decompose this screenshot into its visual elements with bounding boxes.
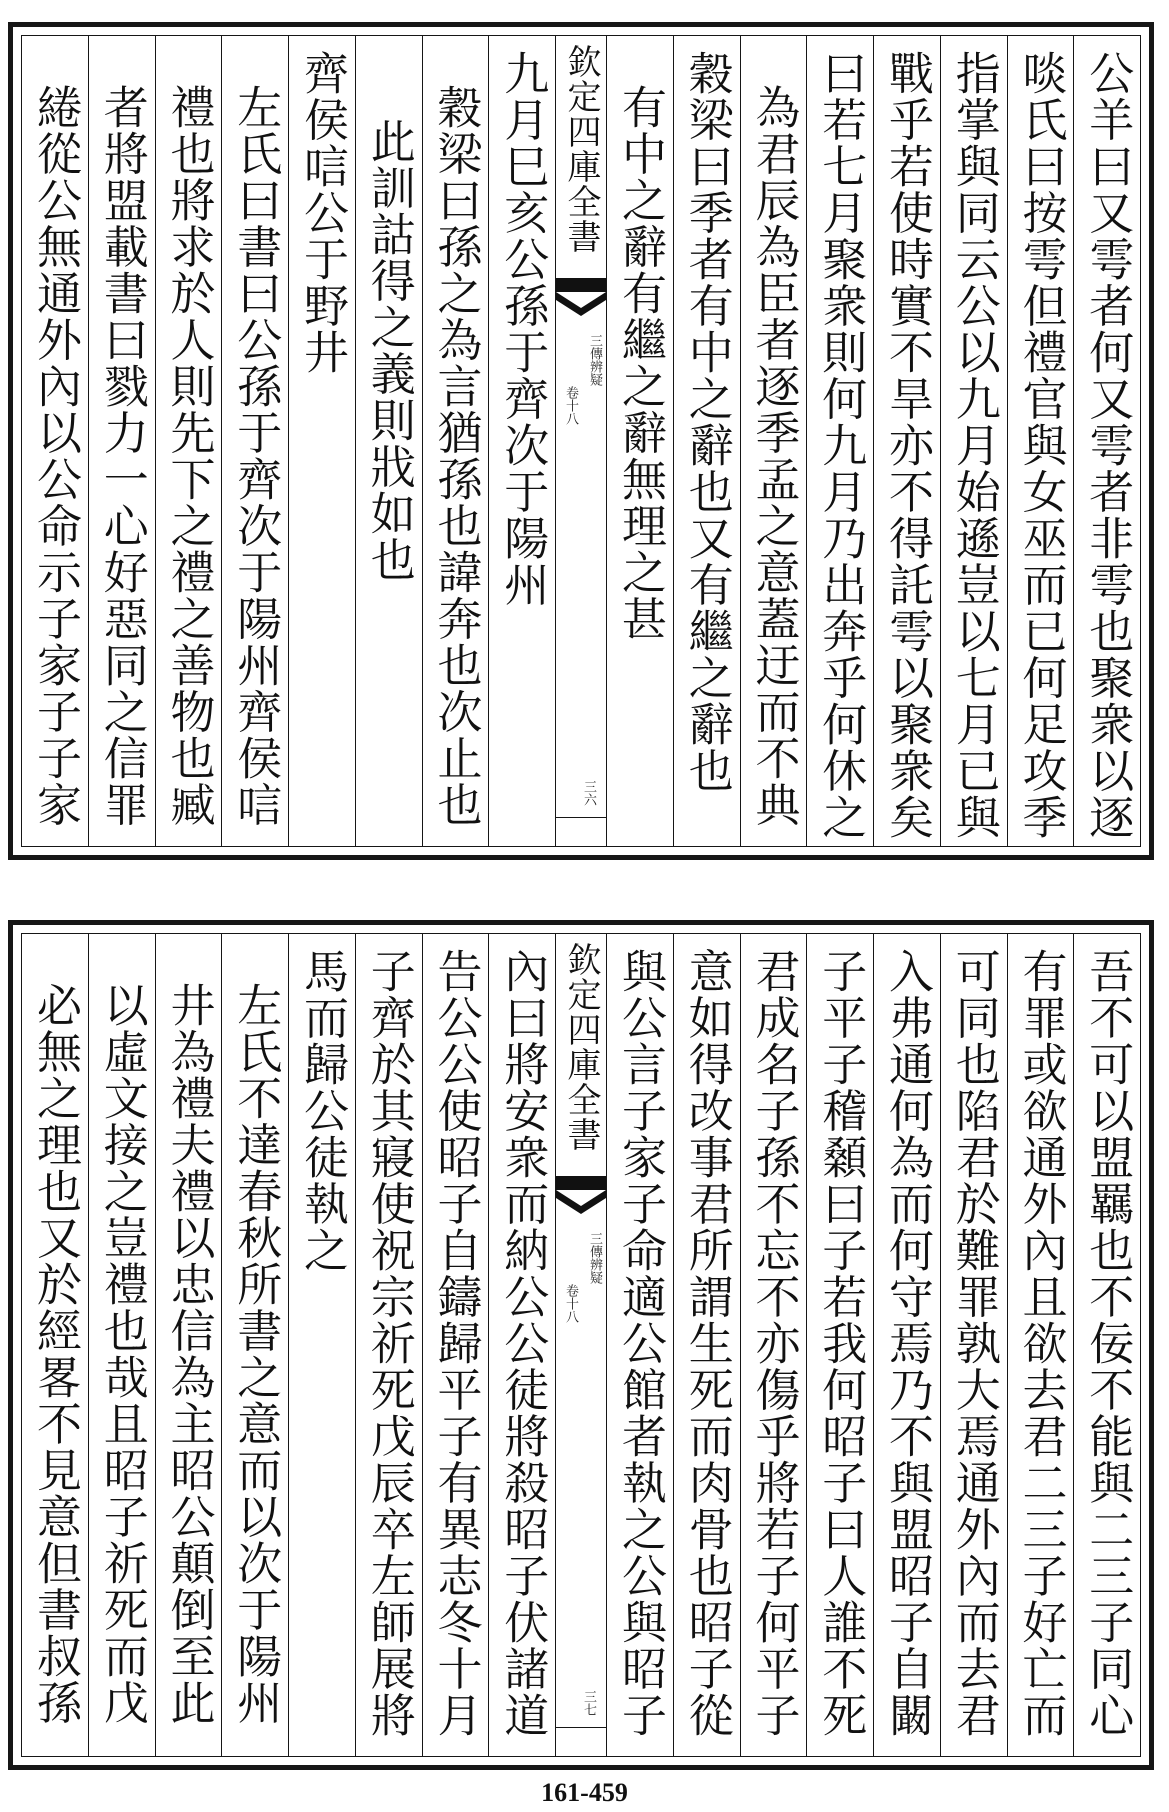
text-column: 以虛文接之豈禮也哉且昭子祈死而戊	[88, 934, 155, 1756]
divider	[556, 1727, 606, 1728]
page-reference: 161-459	[541, 1778, 628, 1807]
center-fold	[555, 36, 606, 846]
fish-tail-icon	[556, 278, 606, 322]
volume-label: 卷十八	[563, 1284, 578, 1323]
text-column: 有罪或欲通外內且欲去君二三子好亡而	[1007, 934, 1074, 1756]
text-column: 左氏曰書曰公孫于齊次于陽州齊侯唁	[221, 36, 288, 846]
page-bottom	[8, 920, 1154, 1770]
page-top	[8, 22, 1154, 860]
text-column: 告公公使昭子自鑄歸平子有異志冬十月	[422, 934, 489, 1756]
text-column: 有中之辭有繼之辭無理之甚	[606, 36, 673, 846]
page-top-frame	[21, 35, 1141, 847]
text-column: 子平子稽顙曰子若我何昭子曰人誰不死	[806, 934, 873, 1756]
text-column: 井為禮夫禮以忠信為主昭公顛倒至此	[155, 934, 222, 1756]
text-column: 內曰將安衆而納公公徒將殺昭子伏諸道	[488, 934, 555, 1756]
text-column: 禮也將求於人則先下之禮之善物也臧	[155, 36, 222, 846]
text-column: 吾不可以盟羈也不佞不能與二三子同心	[1073, 934, 1140, 1756]
text-column: 九月巳亥公孫于齊次于陽州	[488, 36, 555, 846]
text-column: 左氏不達春秋所書之意而以次于陽州	[221, 934, 288, 1756]
text-column: 戰乎若使時實不旱亦不得託雩以聚衆矣	[873, 36, 940, 846]
text-column: 綣從公無通外內以公命示子家子子家	[29, 84, 82, 828]
text-column: 此訓詁得之義則戕如也	[355, 36, 422, 846]
text-column: 與公言子家子命適公館者執之公與昭子	[606, 934, 673, 1756]
text-column: 可同也陷君於難罪孰大焉通外內而去君	[940, 934, 1007, 1756]
book-subtitle: 三傳辨疑	[587, 334, 602, 386]
text-column: 啖氏曰按雩但禮官與女巫而已何足攻季	[1007, 36, 1074, 846]
text-column: 齊侯唁公于野井	[288, 36, 355, 846]
book-title: 欽定四庫全書	[561, 44, 601, 254]
text-column: 君成名子孫不忘不亦傷乎將若子何平子	[740, 934, 807, 1756]
volume-label: 卷十八	[563, 386, 578, 425]
text-column: 子齊於其寢使祝宗祈死戊辰卒左師展將	[355, 934, 422, 1756]
text-column: 馬而歸公徒執之	[288, 934, 355, 1756]
text-column: 者將盟載書曰戮力一心好惡同之信罪	[88, 36, 155, 846]
text-column: 公羊曰又雩者何又雩者非雩也聚衆以逐	[1073, 36, 1140, 846]
text-column: 曰若七月聚衆則何九月乃出奔乎何休之	[806, 36, 873, 846]
text-column: 入弗通何為而何守焉乃不與盟昭子自闞	[873, 934, 940, 1756]
text-column: 必無之理也又於經畧不見意但書叔孫	[29, 982, 82, 1726]
text-column: 穀梁曰孫之為言猶孫也諱奔也次止也	[422, 36, 489, 846]
page-bottom-frame	[21, 933, 1141, 1757]
text-column: 為君辰為臣者逐季孟之意蓋迂而不典	[740, 36, 807, 846]
text-column: 指掌與同云公以九月始遜豈以七月已與	[940, 36, 1007, 846]
book-subtitle: 三傳辨疑	[587, 1232, 602, 1284]
divider	[556, 817, 606, 818]
book-title: 欽定四庫全書	[561, 942, 601, 1152]
page-number: 三六	[581, 780, 596, 806]
fish-tail-icon	[556, 1176, 606, 1220]
text-column: 穀梁曰季者有中之辭也又有繼之辭也	[673, 36, 740, 846]
text-column: 意如得改事君所謂生死而肉骨也昭子從	[673, 934, 740, 1756]
center-fold	[555, 934, 606, 1756]
page-number: 三七	[581, 1690, 596, 1716]
